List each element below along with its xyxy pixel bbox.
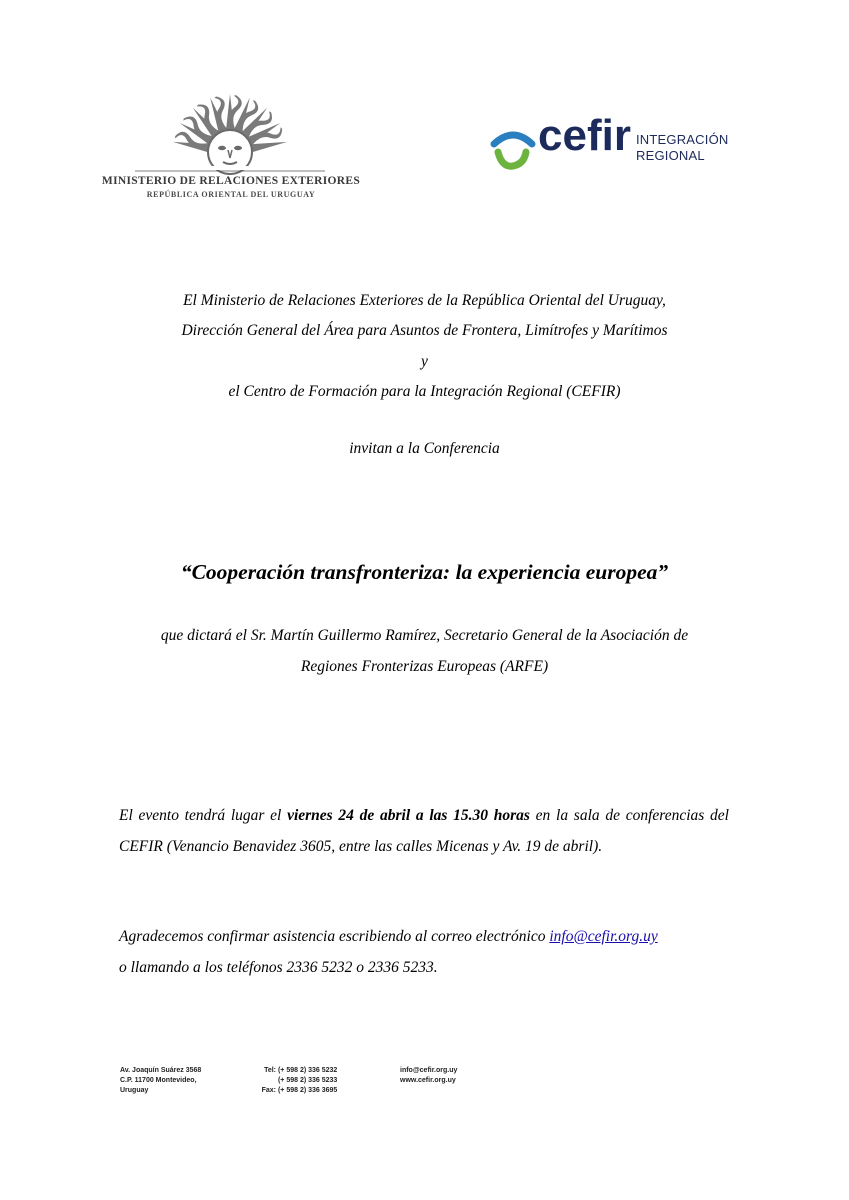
cefir-tagline-regional: REGIONAL xyxy=(636,148,705,163)
speaker-line-1: que dictará el Sr. Martín Guillermo Ramírez, Secretario General de la Asociación de xyxy=(160,627,689,644)
event-details: en la sala de conferencias del CEFIR (Venancio Benavidez 3605, entre las calles Micenas y Av. 19 de abril). xyxy=(119,807,729,855)
footer-tel-2: (+ 598 2) 336 5233 xyxy=(277,1077,338,1084)
rsvp-intro: Agradecemos confirmar asistencia escribiendo al correo electrónico xyxy=(119,928,550,945)
rsvp-phones: o llamando a los teléfonos 2336 5232 o 2336 5233. xyxy=(119,959,438,976)
invitation-line-3: y xyxy=(421,353,428,370)
footer-web[interactable]: www.cefir.org.uy xyxy=(400,1077,456,1084)
footer-address-line: Uruguay xyxy=(120,1087,149,1094)
ministry-name: MINISTERIO DE RELACIONES EXTERIORES xyxy=(101,175,361,187)
speaker-line-2: Regiones Fronterizas Europeas (ARFE) xyxy=(300,658,549,675)
cefir-wordmark: cefir xyxy=(538,111,631,160)
rsvp-paragraph xyxy=(119,921,729,983)
footer-tel-label: Tel: xyxy=(264,1067,276,1074)
rsvp-email-link[interactable]: info@cefir.org.uy xyxy=(549,928,658,945)
invitation-line-4: el Centro de Formación para la Integración Regional (CEFIR) xyxy=(228,383,621,400)
footer-tel-1: (+ 598 2) 336 5232 xyxy=(277,1067,338,1074)
cefir-tagline-integracion: INTEGRACIÓN xyxy=(636,132,729,147)
invitation-line-1: El Ministerio de Relaciones Exteriores de la República Oriental del Uruguay, xyxy=(183,292,666,309)
event-paragraph xyxy=(119,800,729,862)
invitation-line-5: invitan a la Conferencia xyxy=(349,440,500,457)
event-intro: El evento tendrá lugar el xyxy=(119,807,288,824)
footer-address-line: Av. Joaquín Suárez 3568 xyxy=(120,1067,202,1074)
footer-fax: (+ 598 2) 336 3695 xyxy=(277,1087,338,1094)
footer-phones xyxy=(260,1066,337,1096)
cefir-swirl-logo-icon xyxy=(488,130,538,172)
footer-address-line: C.P. 11700 Montevideo, xyxy=(120,1077,197,1084)
footer-fax-label: Fax: xyxy=(261,1087,276,1094)
footer-email[interactable]: info@cefir.org.uy xyxy=(400,1067,458,1074)
footer-address xyxy=(120,1066,201,1096)
event-datetime: viernes 24 de abril a las 15.30 horas xyxy=(287,807,530,824)
conference-title: “Cooperación transfronteriza: la experiencia europea” xyxy=(180,560,669,584)
invitation-line-2: Dirección General del Área para Asuntos de Frontera, Limítrofes y Marítimos xyxy=(181,322,668,339)
ministry-subtitle: REPÚBLICA ORIENTAL DEL URUGUAY xyxy=(146,190,316,199)
footer-contact xyxy=(400,1066,457,1086)
